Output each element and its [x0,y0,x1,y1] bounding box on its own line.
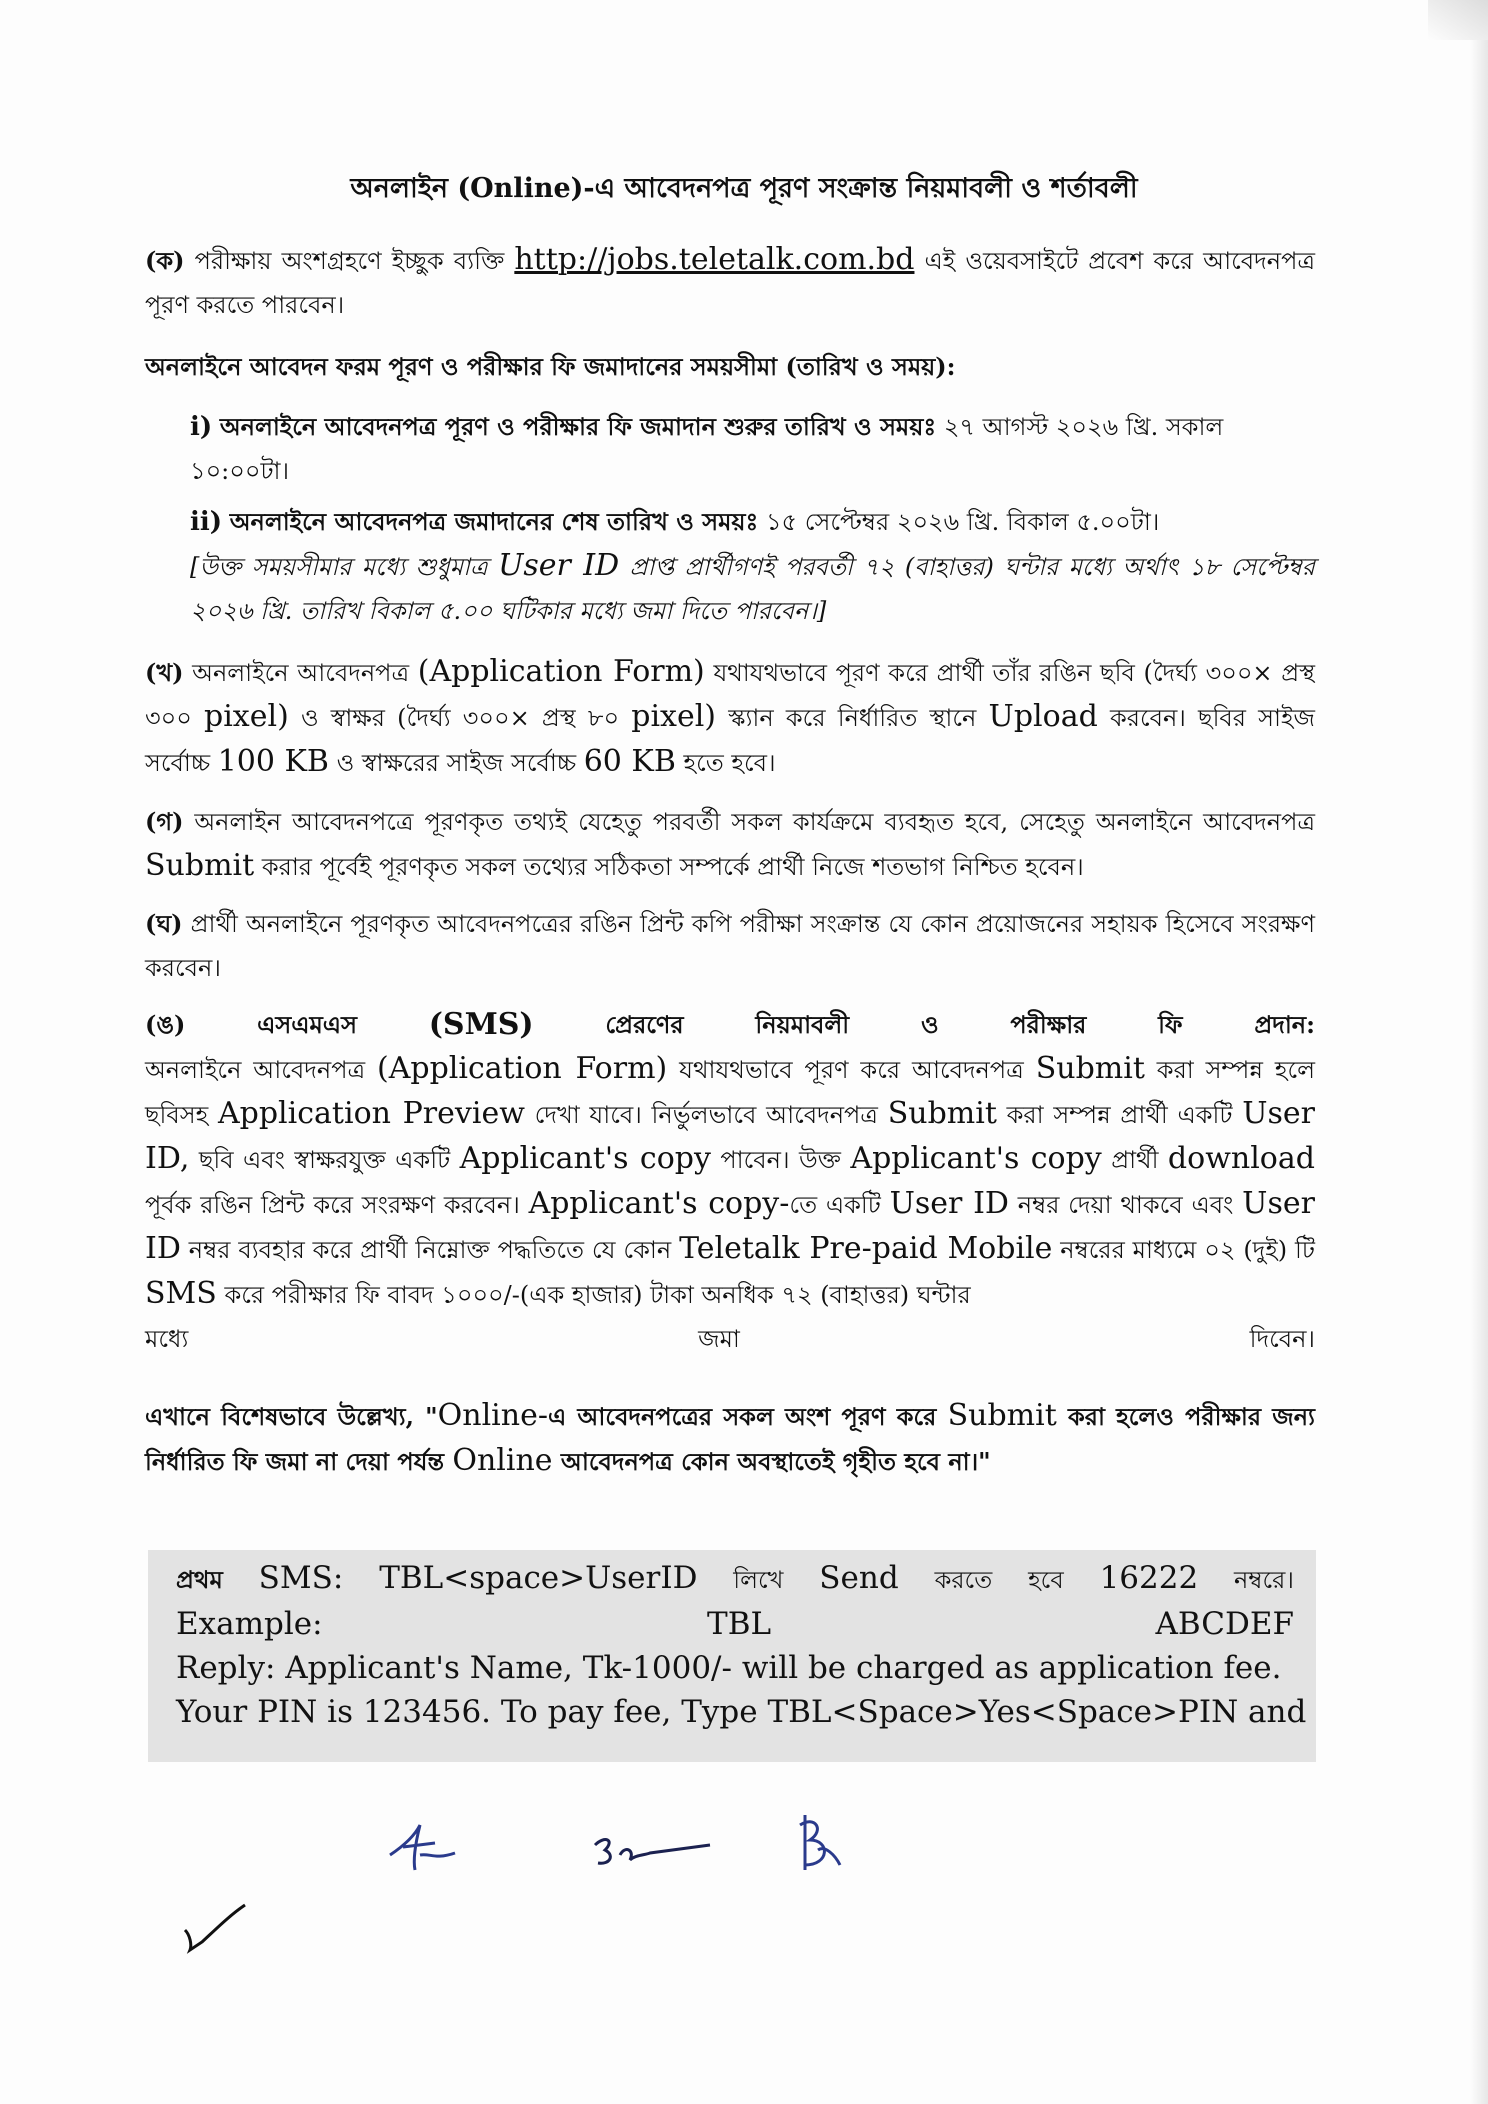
item-number: ii) [190,507,223,537]
page-title: অনলাইন (Online)-এ আবেদনপত্র পূরণ সংক্রান্ত নিয়মাবলী ও শর্তাবলী [350,173,1138,204]
body-text: করা সম্পন্ন হলে ছবিসহ [145,1056,1315,1129]
sms-rules-last-line [145,1317,1315,1361]
sms-line-3: Reply: Applicant's Name, Tk-1000/- will be charged as application fee. [176,1650,1282,1686]
heading-word: (SMS) [428,1007,534,1042]
paragraph-text: pixel) [631,699,717,734]
sms-word: TBL [707,1606,772,1642]
paragraph-text: স্ক্যান করে নির্ধারিত স্থানে [728,704,977,732]
paragraph-umo [145,1003,1315,1361]
body-text: Application Preview [217,1096,525,1131]
body-text: প্রার্থী [1111,1146,1159,1174]
deadline-note-userid: User ID [498,548,620,583]
item-label: অনলাইনে আবেদনপত্র পূরণ ও পরীক্ষার ফি জমাদান শুরুর তারিখ ও সময়ঃ [219,412,937,441]
body-text: User ID [889,1186,1009,1221]
sms-word: ABCDEF [1155,1606,1294,1642]
notice-text: Online- [437,1398,548,1433]
body-text: Applicant's copy [850,1141,1102,1176]
sms-example-text [176,1556,1307,1734]
notice-text: করা হলেও পরীক্ষার জন্য নির্ধারিত ফি জমা না দেয়া পর্যন্ত [145,1402,1316,1476]
paragraph-text: অনলাইন আবেদনপত্রে পূরণকৃত তথ্যই যেহেতু পরবর্তী সকল কার্যক্রমে ব্যবহৃত হবে, সেহেতু অনলাইনে আবেদনপত্র [194,808,1315,836]
paragraph-kha [145,650,1315,785]
body-text: Applicant's copy [459,1141,711,1176]
body-text: Teletalk Pre-paid Mobile [679,1231,1053,1266]
body-text: দিবেন। [1249,1325,1315,1353]
body-text: User ID, [145,1096,1315,1176]
sms-line-1 [176,1556,1294,1602]
body-text: User ID [145,1186,1315,1266]
paragraph-text: করার পূর্বেই পূরণকৃত সকল তথ্যের সঠিকতা সম্পর্কে প্রার্থী নিজে শতভাগ নিশ্চিত হবেন। [261,853,1084,881]
paragraph-text: ও স্বাক্ষরের সাইজ সর্বোচ্চ [336,749,577,777]
scan-edge-shadow [1470,0,1488,2104]
sms-word: লিখে [733,1566,784,1594]
paragraph-ga [145,800,1315,889]
paragraph-text: 100 KB [217,744,329,779]
paragraph-text: এই ওয়েবসাইটে প্রবেশ করে আবেদনপত্র পূরণ করতে পারবেন। [145,247,1315,319]
deadline-note: প্রাপ্ত প্রার্থীগণই পরবর্তী ৭২ (বাহাত্তর) ঘন্টার মধ্যে অর্থাৎ ১৮ সেপ্টেম্বর ২০২৬ খ্রি. তারিখ বিকাল ৫.০০ ঘটিকার মধ্যে জমা দিতে পারবেন।] [190,553,1316,625]
heading-word: ও [920,1010,939,1039]
paragraph-text: Upload [988,699,1098,734]
notice-text: এখানে বিশেষভাবে উল্লেখ্য, " [145,1402,438,1431]
heading-word: নিয়মাবলী [755,1010,850,1039]
paragraph-text: Submit [145,848,255,883]
important-notice [145,1394,1315,1484]
paragraph-label: (খ) [145,658,184,687]
heading-word: প্রেরণের [605,1010,684,1039]
item-value: ১৫ সেপ্টেম্বর ২০২৬ খ্রি. বিকাল ৫.০০টা। [765,508,1160,536]
item-value: ২৭ আগস্ট ২০২৬ খ্রি. সকাল ১০:০০টা। [190,413,1224,485]
heading-word: এসএমএস [257,1010,357,1039]
deadline-item-end [190,500,1315,633]
body-text: ছবি এবং স্বাক্ষরযুক্ত একটি [198,1146,451,1174]
deadline-note: [উক্ত সময়সীমার মধ্যে শুধুমাত্র [190,553,488,581]
sms-word: TBL<space>UserID [379,1560,698,1596]
body-text: download [1167,1141,1315,1176]
sms-rules-body [145,1047,1315,1317]
body-text: নম্বর ব্যবহার করে প্রার্থী নিম্নোক্ত পদ্ধতিতে যে কোন [188,1236,672,1264]
sms-line-2 [176,1602,1294,1646]
notice-text: Online [452,1443,553,1478]
item-label: অনলাইনে আবেদনপত্র জমাদানের শেষ তারিখ ও সময়ঃ [229,507,759,536]
heading-word: পরীক্ষার [1010,1010,1087,1039]
paragraph-text: pixel) [204,699,289,734]
body-text: পাবেন। উক্ত [720,1146,841,1174]
paragraph-text: প্রার্থী অনলাইনে পূরণকৃত আবেদনপত্রের রঙিন প্রিন্ট কপি পরীক্ষা সংক্রান্ত যে কোন প্রয়োজনের সহায়ক হিসেবে সংরক্ষণ করবেন। [145,910,1315,982]
body-text: Submit [887,1096,997,1131]
body-text: মধ্যে [145,1325,189,1353]
paragraph-text: করবেন। ছবির সাইজ সর্বোচ্চ [145,704,1315,777]
notice-text: Submit [947,1398,1057,1433]
heading-word: ফি [1158,1010,1183,1039]
paragraph-ka [145,238,1315,327]
sms-word: 16222 [1099,1560,1199,1596]
website-link[interactable]: http://jobs.teletalk.com.bd [514,242,915,277]
body-text: করে পরীক্ষার ফি বাবদ ১০০০/-(এক হাজার) টাকা অনধিক ৭২ (বাহাত্তর) ঘন্টার [224,1281,971,1309]
sms-word: Send [819,1560,899,1596]
sms-word: করতে [934,1566,993,1594]
notice-text: আবেদনপত্র কোন অবস্থাতেই গৃহীত হবে না।" [560,1447,991,1476]
sms-word: হবে [1028,1566,1064,1594]
signature-2 [590,1825,720,1875]
sms-word: Example: [176,1606,323,1642]
sms-rules-heading [145,1003,1315,1047]
body-text: Applicant's copy- [528,1186,790,1221]
notice-text: এ আবেদনপত্রের সকল অংশ পূরণ করে [547,1402,937,1431]
deadline-item-start [190,405,1315,493]
paragraph-text: 60 KB [583,744,676,779]
sms-word: নম্বরে। [1234,1566,1294,1594]
body-text: SMS [145,1276,217,1311]
body-text: নম্বরের মাধ্যমে ০২ (দুই) টি [1060,1236,1315,1264]
deadline-heading: অনলাইনে আবেদন ফরম পূরণ ও পরীক্ষার ফি জমাদানের সময়সীমা (তারিখ ও সময়): [145,352,956,381]
signature-1 [385,1815,465,1875]
body-text: Submit [1035,1051,1145,1086]
heading-word: প্রদান: [1254,1010,1315,1039]
body-text: নম্বর দেয়া থাকবে এবং [1017,1191,1234,1219]
paragraph-gha [145,902,1315,990]
paragraph-text: যথাযথভাবে পূরণ করে প্রার্থী তাঁর রঙিন ছবি (দৈর্ঘ্য ৩০০× প্রস্থ ৩০০ [145,659,1316,732]
body-text: (Application Form) [377,1051,668,1086]
paragraph-text: অনলাইনে আবেদনপত্র [192,659,410,687]
body-text: অনলাইনে আবেদনপত্র [145,1056,366,1084]
paragraph-text: পরীক্ষায় অংশগ্রহণে ইচ্ছুক ব্যক্তি [194,247,505,275]
sms-word: প্রথম [176,1565,223,1594]
paragraph-label: (ক) [145,246,185,275]
paragraph-label: (গ) [145,807,184,836]
body-text: জমা [698,1325,740,1353]
item-number: i) [190,412,213,442]
check-mark-signature [180,1900,250,1960]
scan-corner-shadow [1428,0,1488,40]
body-text: করা সম্পন্ন প্রার্থী একটি [1006,1101,1233,1129]
sms-line-4: Your PIN is 123456. To pay fee, Type TBL<Space>Yes<Space>PIN and [176,1694,1307,1730]
paragraph-label: (ঙ) [145,1010,186,1039]
body-text: যথাযথভাবে পূরণ করে আবেদনপত্র [679,1056,1024,1084]
body-text: দেখা যাবে। নির্ভুলভাবে আবেদনপত্র [534,1101,878,1129]
paragraph-text: হতে হবে। [683,749,776,777]
paragraph-label: (ঘ) [145,909,183,938]
signature-3 [790,1810,850,1880]
body-text: তে একটি [789,1191,881,1219]
paragraph-text: (Application Form) [417,654,705,689]
body-text: পূর্বক রঙিন প্রিন্ট করে সংরক্ষণ করবেন। [145,1191,520,1219]
sms-word: SMS: [258,1560,344,1596]
paragraph-text: ও স্বাক্ষর (দৈর্ঘ্য ৩০০× প্রস্থ ৮০ [300,704,620,732]
